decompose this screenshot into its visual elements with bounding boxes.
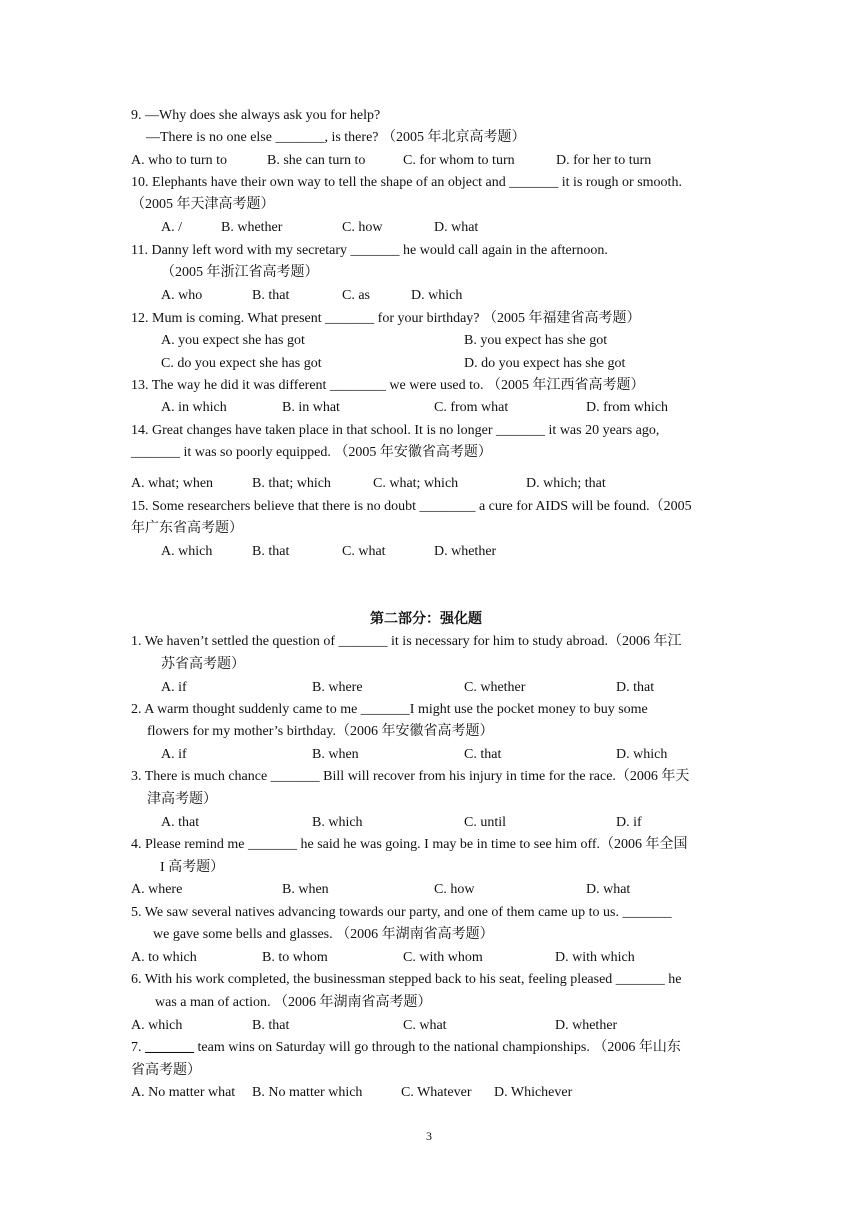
part2-question-4-stem-line2: I 高考题） <box>160 860 225 875</box>
question-10-option-a: A. / <box>161 220 182 235</box>
part2-question-1-option-d: D. that <box>616 680 655 695</box>
part2-question-7-option-a: A. No matter what <box>131 1085 236 1100</box>
part2-question-3-stem-line2: 津高考题） <box>147 792 217 807</box>
part2-question-4-option-a: A. where <box>131 882 183 897</box>
question-15-option-d: D. whether <box>434 544 497 559</box>
part2-question-6-option-c: C. what <box>403 1018 447 1033</box>
question-10-stem: 10. Elephants have their own way to tell the shape of an object and _______ it is rough or smooth. <box>131 175 682 190</box>
question-11-stem: 11. Danny left word with my secretary _______ he would call again in the afternoon. <box>131 243 608 258</box>
part2-question-6-option-a: A. which <box>131 1018 183 1033</box>
question-11-stem-line2: （2005 年浙江省高考题） <box>161 265 319 280</box>
page-number: 3 <box>426 1129 432 1143</box>
question-15-option-b: B. that <box>252 544 290 559</box>
question-12-stem: 12. Mum is coming. What present _______ for your birthday? （2005 年福建省高考题） <box>131 311 641 326</box>
part2-question-3-stem: 3. There is much chance _______ Bill will recover from his injury in time for the race.（2006 年天 <box>131 769 690 784</box>
part2-question-1-stem: 1. We haven’t settled the question of _______ it is necessary for him to study abroad.（2006 年江 <box>131 634 682 649</box>
part2-question-4-option-c: C. how <box>434 882 475 897</box>
question-11-option-c: C. as <box>342 288 370 303</box>
part2-question-5-option-b: B. to whom <box>262 950 328 965</box>
part2-question-4-option-d: D. what <box>586 882 631 897</box>
question-12-option-b: B. you expect has she got <box>464 333 608 348</box>
question-14-option-b: B. that; which <box>252 476 331 491</box>
question-11-option-a: A. who <box>161 288 203 303</box>
question-13-option-d: D. from which <box>586 400 669 415</box>
part2-question-5-option-d: D. with which <box>555 950 635 965</box>
question-9-option-a: A. who to turn to <box>131 153 228 168</box>
question-15-stem: 15. Some researchers believe that there is no doubt ________ a cure for AIDS will be found.（2005 <box>131 499 692 514</box>
section-heading: 第二部分：强化题 <box>370 612 482 627</box>
part2-question-1-stem-line2: 苏省高考题） <box>161 657 245 672</box>
question-12-option-c: C. do you expect she has got <box>161 356 322 371</box>
question-12-option-a: A. you expect she has got <box>161 333 305 348</box>
part2-question-3-option-d: D. if <box>616 815 642 830</box>
question-14-option-d: D. which; that <box>526 476 606 491</box>
part2-question-6-option-b: B. that <box>252 1018 290 1033</box>
part2-question-2-stem-line2: flowers for my mother’s birthday.（2006 年安徽省高考题） <box>147 724 494 739</box>
part2-question-7-stem-line2: 省高考题） <box>131 1063 201 1078</box>
part2-question-3-option-b: B. which <box>312 815 363 830</box>
part2-question-2-option-d: D. which <box>616 747 668 762</box>
part2-question-2-stem: 2. A warm thought suddenly came to me _______I might use the pocket money to buy some <box>131 702 648 717</box>
part2-question-1-option-b: B. where <box>312 680 363 695</box>
question-15-stem-line2: 年广东省高考题） <box>131 521 243 536</box>
part2-question-7-option-c: C. Whatever <box>401 1085 472 1100</box>
question-15-option-a: A. which <box>161 544 213 559</box>
question-13-option-c: C. from what <box>434 400 509 415</box>
question-9-option-d: D. for her to turn <box>556 153 652 168</box>
part2-question-7-stem <box>131 1038 681 1058</box>
question-10-stem-line2: （2005 年天津高考题） <box>131 197 275 212</box>
part2-question-6-stem: 6. With his work completed, the businessman stepped back to his seat, feeling pleased _______ he <box>131 972 682 987</box>
part2-question-3-option-a: A. that <box>161 815 200 830</box>
question-12-option-d: D. do you expect has she got <box>464 356 626 371</box>
question-11-option-b: B. that <box>252 288 290 303</box>
part2-question-5-stem-line2: we gave some bells and glasses. （2006 年湖南省高考题） <box>153 927 494 942</box>
part2-question-4-option-b: B. when <box>282 882 329 897</box>
part2-question-6-option-d: D. whether <box>555 1018 618 1033</box>
question-14-stem: 14. Great changes have taken place in that school. It is no longer _______ it was 20 years ago, <box>131 423 660 438</box>
part2-question-7-stem-rest: team wins on Saturday will go through to the national championships. （2006 年山东 <box>194 1040 681 1055</box>
question-10-option-b: B. whether <box>221 220 283 235</box>
question-14-option-c: C. what; which <box>373 476 459 491</box>
question-15-option-c: C. what <box>342 544 386 559</box>
part2-question-4-stem: 4. Please remind me _______ he said he was going. I may be in time to see him off.（2006 年全国 <box>131 837 688 852</box>
part2-question-2-option-a: A. if <box>161 747 187 762</box>
question-13-option-b: B. in what <box>282 400 340 415</box>
part2-question-7-option-b: B. No matter which <box>252 1085 363 1100</box>
part2-question-1-option-a: A. if <box>161 680 187 695</box>
question-14-stem-line2: _______ it was so poorly equipped. （2005 年安徽省高考题） <box>131 445 492 460</box>
question-9-option-b: B. she can turn to <box>267 153 366 168</box>
question-10-option-d: D. what <box>434 220 479 235</box>
question-13-option-a: A. in which <box>161 400 227 415</box>
part2-question-5-option-c: C. with whom <box>403 950 483 965</box>
part2-question-7-number: 7. <box>131 1040 145 1055</box>
question-9-option-c: C. for whom to turn <box>403 153 515 168</box>
part2-question-7-blank: _______ <box>145 1040 194 1055</box>
part2-question-5-option-a: A. to which <box>131 950 197 965</box>
part2-question-2-option-c: C. that <box>464 747 502 762</box>
part2-question-1-option-c: C. whether <box>464 680 526 695</box>
part2-question-6-stem-line2: was a man of action. （2006 年湖南省高考题） <box>155 995 432 1010</box>
question-11-option-d: D. which <box>411 288 463 303</box>
part2-question-7-option-d: D. Whichever <box>494 1085 573 1100</box>
question-14-option-a: A. what; when <box>131 476 214 491</box>
part2-question-2-option-b: B. when <box>312 747 359 762</box>
question-9-stem-line2: —There is no one else _______, is there? （2005 年北京高考题） <box>146 130 526 145</box>
part2-question-5-stem: 5. We saw several natives advancing towards our party, and one of them came up to us. _______ <box>131 905 672 920</box>
question-13-stem: 13. The way he did it was different ________ we were used to. （2005 年江西省高考题） <box>131 378 645 393</box>
question-10-option-c: C. how <box>342 220 383 235</box>
question-9-stem: 9. —Why does she always ask you for help? <box>131 108 381 123</box>
part2-question-3-option-c: C. until <box>464 815 507 830</box>
